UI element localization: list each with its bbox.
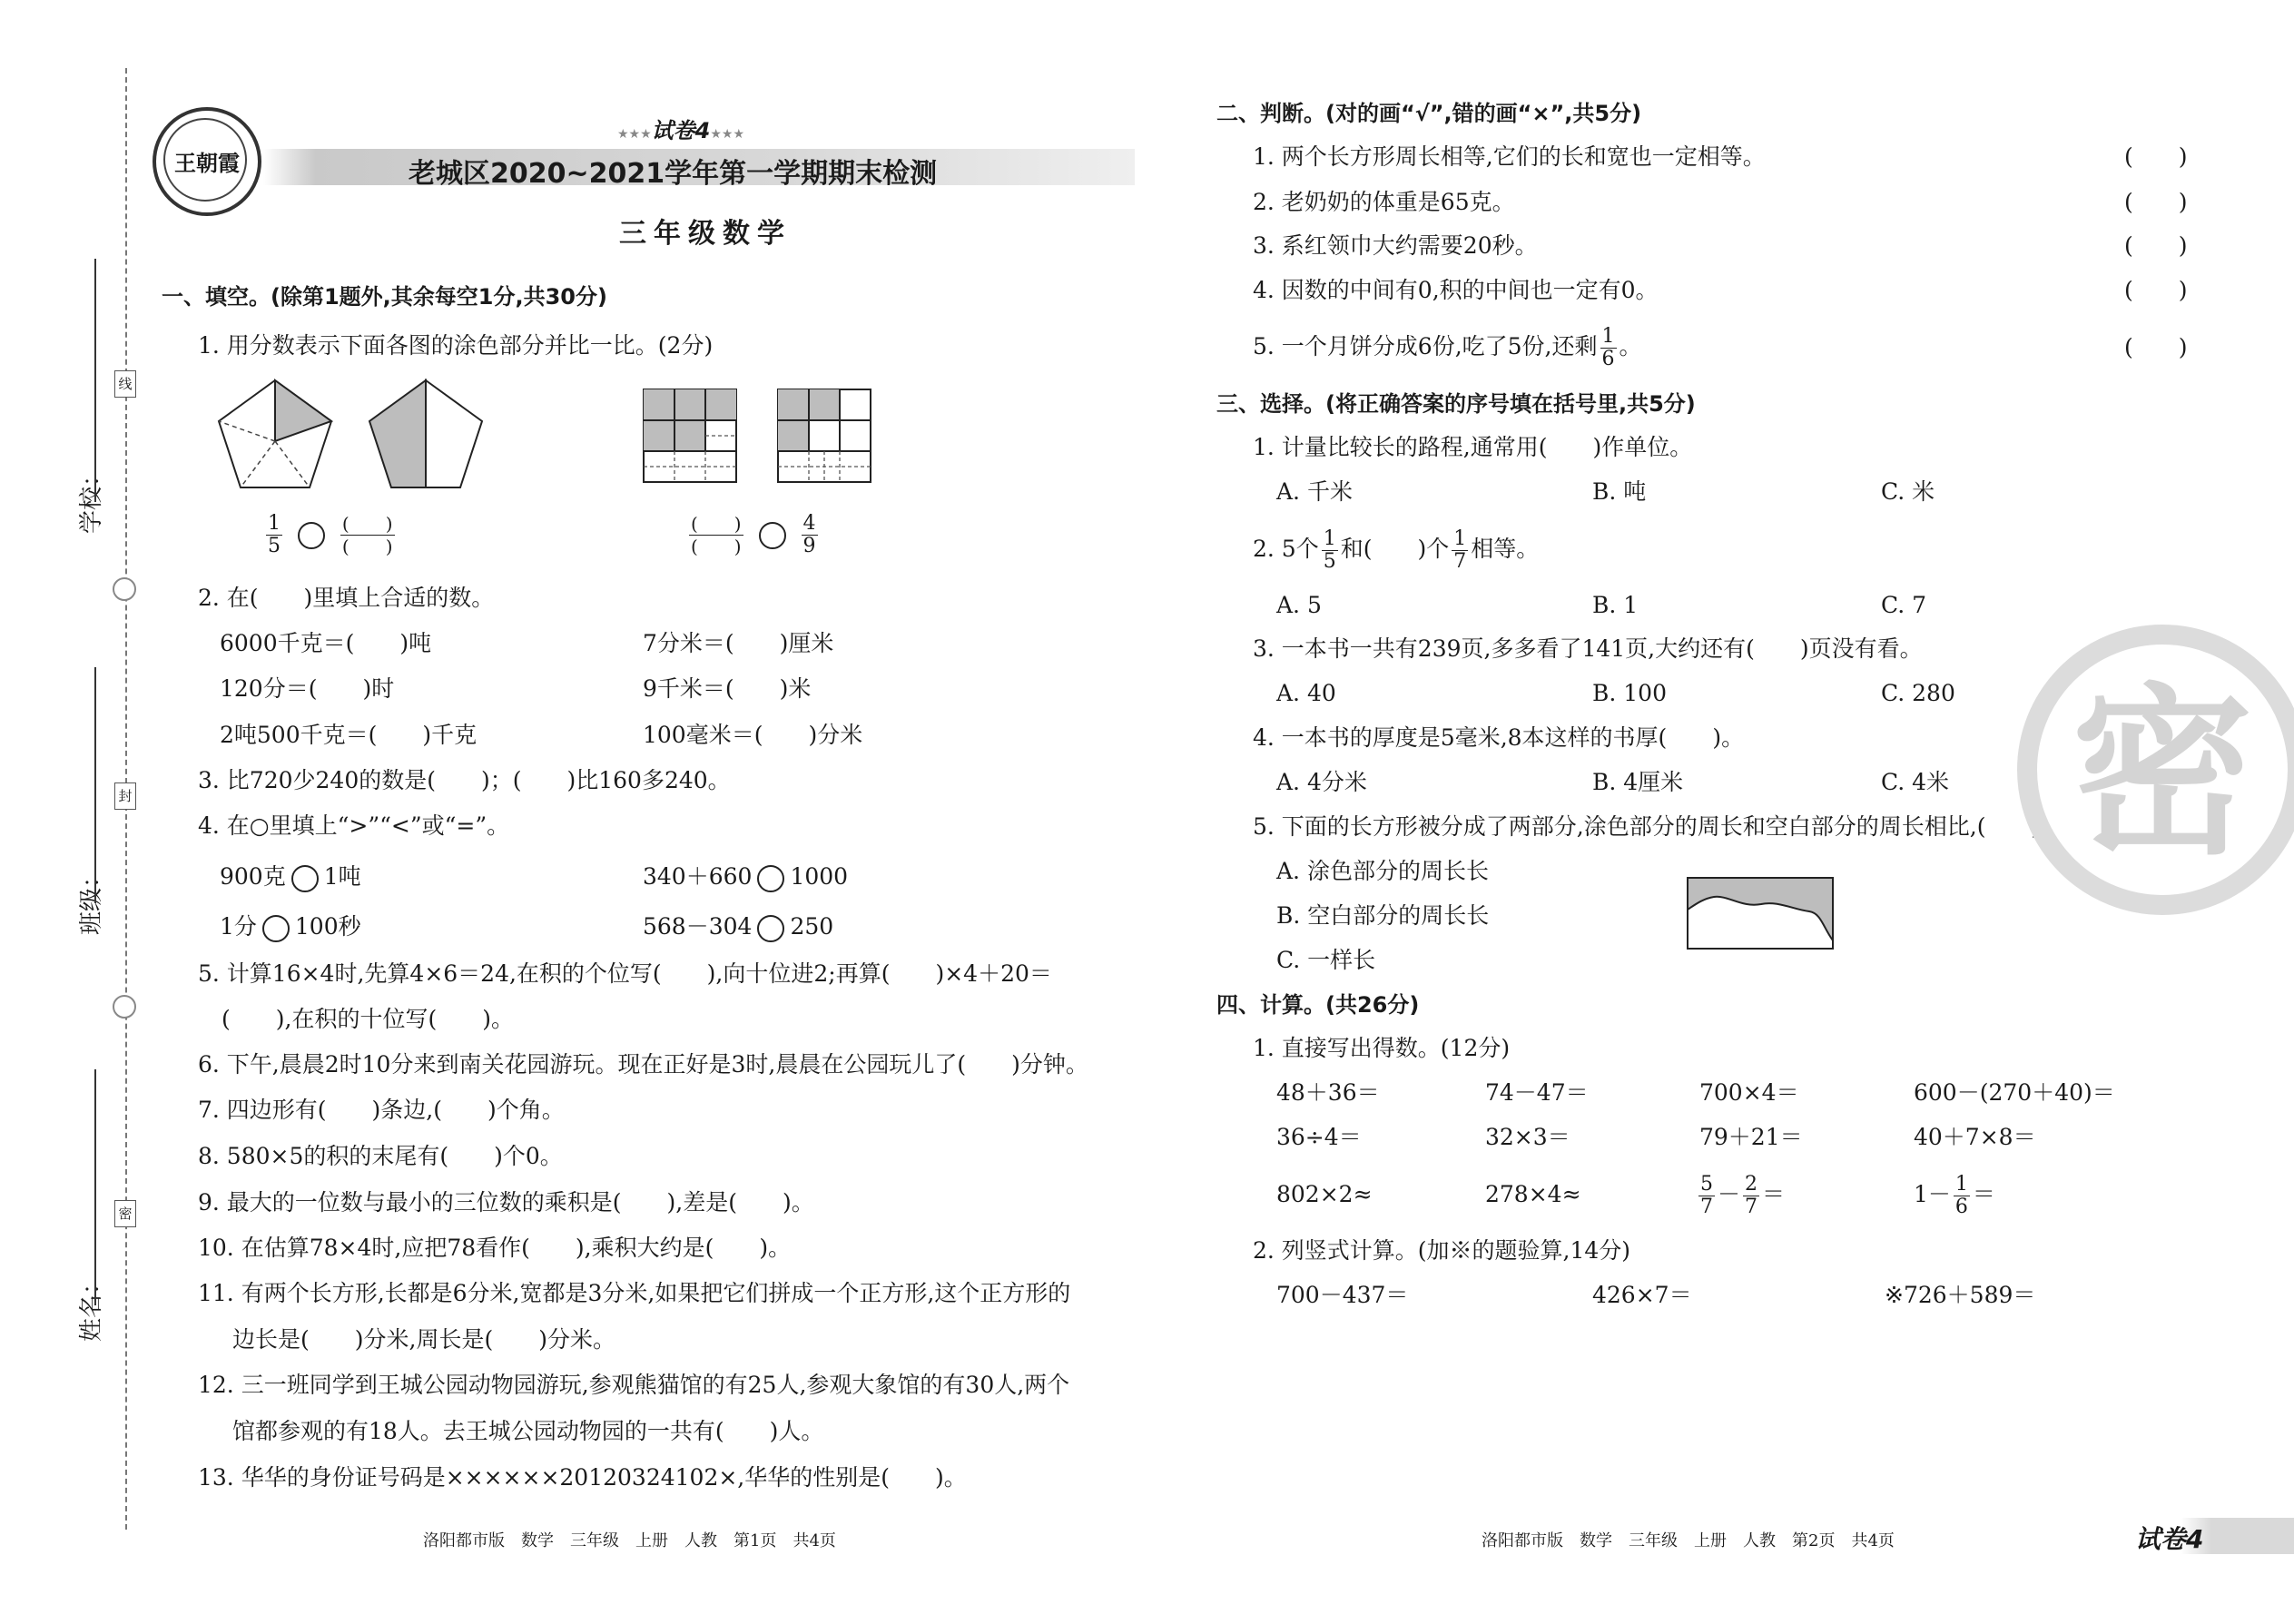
q2-item: 7分米＝( )厘米 [643, 630, 834, 656]
choice-option[interactable]: B. 100 [1592, 680, 1667, 706]
choice-option[interactable]: C. 7 [1881, 592, 1927, 618]
choice-q4: 4. 一本书的厚度是5毫米,8本这样的书厚( )。 [1253, 724, 1745, 751]
q4-item: 900克 1吨 [220, 863, 361, 892]
q1-text: 1. 用分数表示下面各图的涂色部分并比一比。(2分) [198, 332, 714, 359]
judge-item: 5. 一个月饼分成6份,吃了5份,还剩 $\frac{1}{6}$ 。 [1253, 325, 1642, 370]
judge-item: 2. 老奶奶的体重是65克。 [1253, 189, 1515, 215]
choice-option[interactable]: B. 4厘米 [1592, 769, 1684, 795]
compare-circle-input[interactable] [757, 915, 784, 942]
q5-text: 5. 计算16×4时,先算4×6＝24,在积的个位写( ),向十位进2;再算( )×4＋20＝ [198, 960, 1052, 987]
section1-heading: 一、填空。(除第1题外,其余每空1分,共30分) [162, 284, 607, 310]
calc-item: 802×2≈ [1276, 1181, 1373, 1207]
vertical-calc-item: ※726＋589＝ [1885, 1282, 2036, 1308]
q4-text: 4. 在○里填上“>”“<”或“=”。 [198, 812, 510, 839]
split-rectangle-figure [1687, 877, 1834, 950]
judge-answer-blank[interactable]: ( ) [2124, 143, 2188, 170]
q3-text: 3. 比720少240的数是( )；( )比160多240。 [198, 767, 731, 793]
calc-item: 600－(270＋40)＝ [1914, 1079, 2115, 1106]
class-label: 班级： [78, 863, 105, 935]
calc-item: 79＋21＝ [1699, 1124, 1803, 1150]
calc-item: 700×4＝ [1699, 1079, 1799, 1106]
watermark-seal: 密 [2017, 625, 2294, 915]
calc-item: 40＋7×8＝ [1914, 1124, 2036, 1150]
calc-item: 74－47＝ [1485, 1079, 1589, 1106]
q11-text-cont: 边长是( )分米,周长是( )分米。 [232, 1326, 615, 1353]
corner-tag: 试卷4 [2135, 1524, 2204, 1554]
q12-text-cont: 馆都参观的有18人。去王城公园动物园的一共有( )人。 [232, 1418, 824, 1444]
compare-circle-input[interactable] [291, 865, 319, 892]
subject-title: 三年级数学 [619, 218, 792, 250]
seal-mark-xian: 线 [114, 370, 136, 398]
calc-q2: 2. 列竖式计算。(加※的题验算,14分) [1253, 1237, 1631, 1264]
q4-item: 1分 100秒 [220, 913, 361, 942]
compare-circle-input[interactable] [759, 522, 786, 549]
compare-circle-input[interactable] [757, 865, 784, 892]
grid-figure-b [777, 389, 871, 483]
q13-text: 13. 华华的身份证号码是××××××20120324102×,华华的性别是( )。 [198, 1464, 967, 1491]
q10-text: 10. 在估算78×4时,应把78看作( ),乘积大约是( )。 [198, 1235, 792, 1261]
binding-hole-icon [113, 577, 136, 601]
vertical-calc-item: 700－437＝ [1276, 1282, 1409, 1308]
vertical-calc-item: 426×7＝ [1592, 1282, 1692, 1308]
q9-text: 9. 最大的一位数与最小的三位数的乘积是( ),差是( )。 [198, 1189, 814, 1216]
judge-answer-blank[interactable]: ( ) [2124, 189, 2188, 215]
q2-text: 2. 在( )里填上合适的数。 [198, 585, 495, 611]
judge-item: 1. 两个长方形周长相等,它们的长和宽也一定相等。 [1253, 143, 1766, 170]
judge-item: 4. 因数的中间有0,积的中间也一定有0。 [1253, 277, 1659, 303]
choice-option[interactable]: A. 5 [1276, 592, 1322, 618]
calc-item: 48＋36＝ [1276, 1079, 1380, 1106]
compare-circle-input[interactable] [262, 915, 290, 942]
choice-q5: 5. 下面的长方形被分成了两部分,涂色部分的周长和空白部分的周长相比,( )。 [1253, 813, 2063, 840]
q1-compare-b: $\frac{( )}{( )}$ $\frac{4}{9}$ [691, 512, 816, 557]
choice-q1: 1. 计量比较长的路程,通常用( )作单位。 [1253, 434, 1693, 460]
choice-option[interactable]: A. 涂色部分的周长长 [1276, 858, 1489, 884]
binding-hole-icon [113, 995, 136, 1019]
choice-option[interactable]: C. 一样长 [1276, 947, 1376, 973]
q5-text-cont: ( ),在积的十位写( )。 [222, 1006, 514, 1032]
choice-q2: 2. 5个 $\frac{1}{5}$ 和( )个 $\frac{1}{7}$ 相等。 [1253, 527, 1540, 573]
q12-text: 12. 三一班同学到王城公园动物园游玩,参观熊猫馆的有25人,参观大象馆的有30人,两个 [198, 1372, 1070, 1398]
pentagon-figure-a [216, 378, 334, 490]
section4-heading: 四、计算。(共26分) [1216, 992, 1420, 1018]
judge-answer-blank[interactable]: ( ) [2124, 277, 2188, 303]
school-field[interactable] [94, 259, 96, 502]
calc-item: 36÷4＝ [1276, 1124, 1362, 1150]
choice-option[interactable]: B. 吨 [1592, 478, 1647, 505]
q4-item: 340＋660 1000 [643, 863, 848, 892]
judge-item: 3. 系红领巾大约需要20秒。 [1253, 232, 1538, 259]
grid-figure-a [643, 389, 737, 483]
choice-option[interactable]: B. 1 [1592, 592, 1639, 618]
footer-right: 洛阳都市版 数学 三年级 上册 人教 第2页 共4页 [1482, 1531, 1895, 1550]
q11-text: 11. 有两个长方形,长都是6分米,宽都是3分米,如果把它们拼成一个正方形,这个正方形的 [198, 1280, 1071, 1306]
exam-title: 老城区2020~2021学年第一学期期末检测 [409, 158, 938, 190]
q8-text: 8. 580×5的积的末尾有( )个0。 [198, 1143, 563, 1169]
calc-item: 32×3＝ [1485, 1124, 1570, 1150]
q2-item: 6000千克＝( )吨 [220, 630, 432, 656]
paper-tag: ★★★试卷4★★★ [617, 118, 745, 143]
choice-option[interactable]: C. 4米 [1881, 769, 1950, 795]
brand-logo [153, 107, 261, 216]
q6-text: 6. 下午,晨晨2时10分来到南关花园游玩。现在正好是3时,晨晨在公园玩儿了( )分钟。 [198, 1051, 1088, 1078]
choice-option[interactable]: A. 4分米 [1276, 769, 1367, 795]
judge-answer-blank[interactable]: ( ) [2124, 334, 2188, 360]
school-label: 学校： [78, 462, 105, 534]
calc-item: 278×4≈ [1485, 1181, 1581, 1207]
seal-mark-feng: 封 [114, 782, 136, 810]
q7-text: 7. 四边形有( )条边,( )个角。 [198, 1097, 565, 1123]
q2-item: 120分＝( )时 [220, 675, 395, 702]
compare-circle-input[interactable] [298, 522, 325, 549]
calc-q1: 1. 直接写出得数。(12分) [1253, 1035, 1511, 1061]
q2-item: 100毫米＝( )分米 [643, 722, 863, 748]
choice-option[interactable]: B. 空白部分的周长长 [1276, 902, 1490, 929]
footer-left: 洛阳都市版 数学 三年级 上册 人教 第1页 共4页 [423, 1531, 836, 1550]
choice-q3: 3. 一本书一共有239页,多多看了141页,大约还有( )页没有看。 [1253, 635, 1923, 662]
name-label: 姓名： [78, 1270, 105, 1342]
choice-option[interactable]: A. 千米 [1276, 478, 1353, 505]
choice-option[interactable]: A. 40 [1276, 680, 1336, 706]
name-field[interactable] [94, 1069, 96, 1305]
q4-item: 568－304 250 [643, 913, 833, 942]
calc-item-fraction: $\frac{5}{7}$ － $\frac{2}{7}$ ＝ [1700, 1173, 1786, 1218]
section3-heading: 三、选择。(将正确答案的序号填在括号里,共5分) [1216, 391, 1696, 417]
brand-name: 王朝霞 [174, 150, 240, 176]
judge-answer-blank[interactable]: ( ) [2124, 232, 2188, 259]
pentagon-figure-b [367, 378, 485, 490]
seal-mark-mi: 密 [114, 1200, 136, 1227]
q1-compare-a: $\frac{1}{5}$ $\frac{( )}{( )}$ [268, 512, 393, 557]
calc-item-fraction: 1－ $\frac{1}{6}$ ＝ [1914, 1173, 1995, 1218]
q2-item: 9千米＝( )米 [643, 675, 812, 702]
class-field[interactable] [94, 667, 96, 903]
section2-heading: 二、判断。(对的画“√”,错的画“×”,共5分) [1216, 101, 1642, 126]
choice-option[interactable]: C. 280 [1881, 680, 1955, 706]
choice-option[interactable]: C. 米 [1881, 478, 1935, 505]
q2-item: 2吨500千克＝( )千克 [220, 722, 478, 748]
